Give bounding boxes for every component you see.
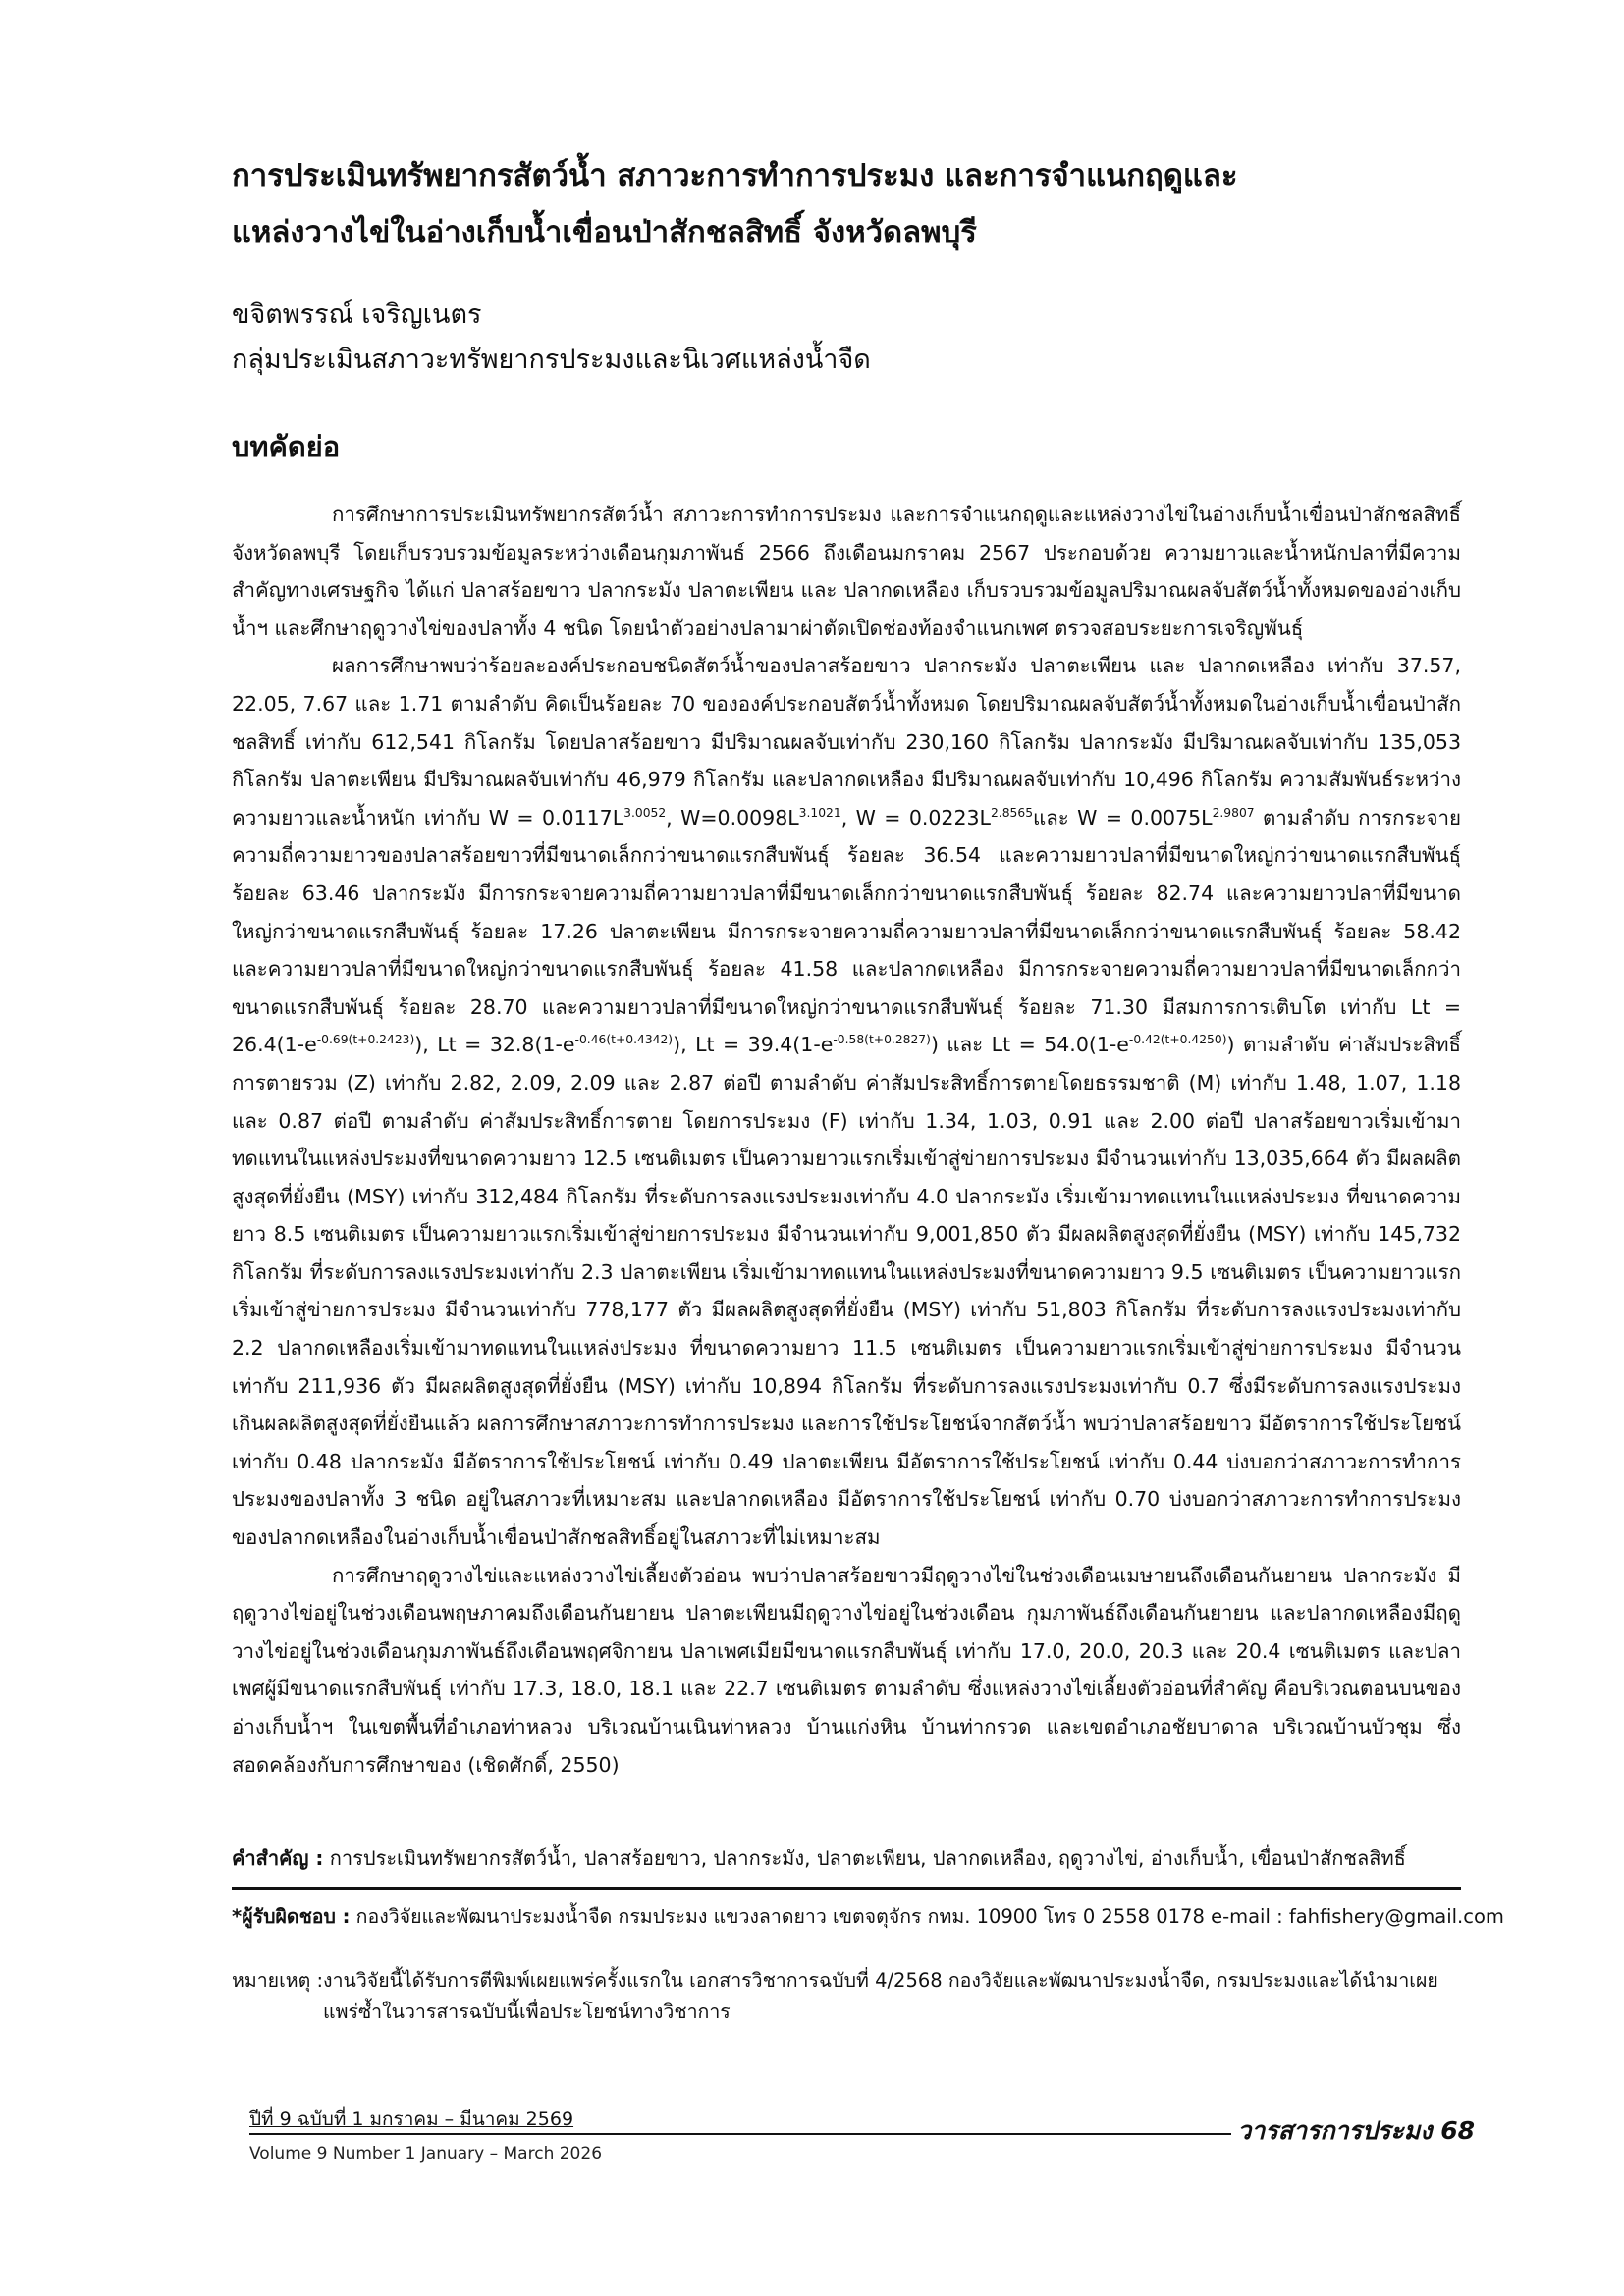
corresponding-author — [232, 1902, 1504, 1932]
exponent-1: 3.0052 — [623, 805, 667, 820]
exponent-3: 2.8565 — [990, 805, 1034, 820]
p2-text-f: ), Lt = 32.8(1-e — [414, 1033, 575, 1057]
section-divider — [232, 1887, 1461, 1890]
keywords-label: คำสำคัญ : — [232, 1846, 324, 1870]
p2-text-a: ผลการศึกษาพบว่าร้อยละองค์ประกอบชนิดสัตว์น้ำของปลาสร้อยขาว ปลากระมัง ปลาตะเพียน และ ปลากดเหลือง เท่ากับ 37.57, 22.05, 7.67 และ 1.71 ตามลำดับ คิดเป็นร้อยละ 70 ขององค์ประกอบสัตว์น้ำทั้งหมด โดยปริมาณผลจับสัตว์น้ำทั้งหมดในอ่างเก็บน้ำเขื่อนป่าสักชลสิทธิ์ เท่ากับ 612,541 กิโลกรัม โดยปลาสร้อยขาว มีปริมาณผลจับเท่ากับ 230,160 กิโลกรัม ปลากระมัง มีปริมาณผลจับเท่ากับ 135,053 กิโลกรัม ปลาตะเพียน มีปริมาณผลจับเท่ากับ 46,979 กิโลกรัม และปลากดเหลือง มีปริมาณผลจับเท่ากับ 10,496 กิโลกรัม ความสัมพันธ์ระหว่างความยาวและน้ำหนัก เท่ากับ W = 0.0117L — [232, 654, 1461, 829]
abstract-paragraph-3: การศึกษาฤดูวางไข่และแหล่งวางไข่เลี้ยงตัวอ่อน พบว่าปลาสร้อยขาวมีฤดูวางไข่ในช่วงเดือนเมษายนถึงเดือนกันยายน ปลากระมัง มีฤดูวางไข่อยู่ในช่วงเดือนพฤษภาคมถึงเดือนกันยายน ปลาตะเพียนมีฤดูวางไข่อยู่ในช่วงเดือน กุมภาพันธ์ถึงเดือนกันยายน และปลากดเหลืองมีฤดูวางไข่อยู่ในช่วงเดือนกุมภาพันธ์ถึงเดือนพฤศจิกายน ปลาเพศเมียมีขนาดแรกสืบพันธุ์ เท่ากับ 17.0, 20.0, 20.3 และ 20.4 เซนติเมตร และปลาเพศผู้มีขนาดแรกสืบพันธุ์ เท่ากับ 17.3, 18.0, 18.1 และ 22.7 เซนติเมตร ตามลำดับ ซึ่งแหล่งวางไข่เลี้ยงตัวอ่อนที่สำคัญ คือบริเวณตอนบนของอ่างเก็บน้ำฯ ในเขตพื้นที่อำเภอท่าหลวง บริเวณบ้านเนินท่าหลวง บ้านแก่งหิน บ้านท่ากรวด และเขตอำเภอชัยบาดาล บริเวณบ้านบัวชุม ซึ่งสอดคล้องกับการศึกษาของ (เชิดศักดิ์, 2550) — [232, 1563, 1461, 1777]
footer-issue-english: Volume 9 Number 1 January – March 2026 — [249, 2144, 603, 2163]
title-line-2: แหล่งวางไข่ในอ่างเก็บน้ำเขื่อนป่าสักชลสิทธิ์ จังหวัดลพบุรี — [232, 215, 977, 250]
p2-text-d: และ W = 0.0075L — [1033, 805, 1213, 829]
author-name: ขจิตพรรณ์ เจริญเนตร — [232, 299, 482, 330]
growth-exponent-3: -0.58(t+0.2827) — [833, 1033, 931, 1047]
exponent-4: 2.9807 — [1212, 805, 1255, 820]
abstract-paragraph-1: การศึกษาการประเมินทรัพยากรสัตว์น้ำ สภาวะการทำการประมง และการจำแนกฤดูและแหล่งวางไข่ในอ่างเก็บน้ำเขื่อนป่าสักชลสิทธิ์ จังหวัดลพบุรี โดยเก็บรวบรวมข้อมูลระหว่างเดือนกุมภาพันธ์ 2566 ถึงเดือนมกราคม 2567 ประกอบด้วย ความยาวและน้ำหนักปลาที่มีความสำคัญทางเศรษฐกิจ ได้แก่ ปลาสร้อยขาว ปลากระมัง ปลาตะเพียน และ ปลากดเหลือง เก็บรวบรวมข้อมูลปริมาณผลจับสัตว์น้ำทั้งหมดของอ่างเก็บน้ำฯ และศึกษาฤดูวางไข่ของปลาทั้ง 4 ชนิด โดยนำตัวอย่างปลามาผ่าตัดเปิดช่องท้องจำแนกเพศ ตรวจสอบระยะการเจริญพันธุ์ — [232, 503, 1461, 640]
keywords-text: การประเมินทรัพยากรสัตว์น้ำ, ปลาสร้อยขาว, ปลากระมัง, ปลาตะเพียน, ปลากดเหลือง, ฤดูวางไข่, อ่างเก็บน้ำ, เขื่อนป่าสักชลสิทธิ์ — [323, 1846, 1406, 1870]
p2-text-b: , W=0.0098L — [666, 805, 799, 829]
p2-text-h: ) และ Lt = 54.0(1-e — [930, 1033, 1129, 1057]
keywords — [232, 1843, 1461, 1873]
p2-text-g: ), Lt = 39.4(1-e — [673, 1033, 834, 1057]
publication-note — [232, 1965, 1461, 2028]
footer-rule — [249, 2133, 1231, 2135]
note-label: หมายเหตุ : — [232, 1969, 324, 1992]
note-text: งานวิจัยนี้ได้รับการตีพิมพ์เผยแพร่ครั้งแรกใน เอกสารวิชาการฉบับที่ 4/2568 กองวิจัยและพัฒนาประมงน้ำจืด, กรมประมงและได้นำมาเผยแพร่ซ้ำในวารสารฉบับนี้เพื่อประโยชน์ทางวิชาการ — [323, 1969, 1438, 2023]
contact-text: กองวิจัยและพัฒนาประมงน้ำจืด กรมประมง แขวงลาดยาว เขตจตุจักร กทม. 10900 โทร 0 2558 0178 e-mail : fahfishery@gmail.com — [350, 1905, 1504, 1928]
growth-exponent-1: -0.69(t+0.2423) — [316, 1033, 415, 1047]
abstract-paragraph-2 — [232, 647, 1461, 1556]
journal-name-page-number: วารสารการประมง 68 — [1237, 2116, 1475, 2145]
growth-exponent-2: -0.46(t+0.4342) — [574, 1033, 674, 1047]
abstract-heading: บทคัดย่อ — [232, 430, 341, 463]
p2-text-i: ) ตามลำดับ ค่าสัมประสิทธิ์การตายรวม (Z) เท่ากับ 2.82, 2.09, 2.09 และ 2.87 ต่อปี ตามลำดับ ค่าสัมประสิทธิ์การตายโดยธรรมชาติ (M) เท่ากับ 1.48, 1.07, 1.18 และ 0.87 ต่อปี ตามลำดับ ค่าสัมประสิทธิ์การตาย โดยการประมง (F) เท่ากับ 1.34, 1.03, 0.91 และ 2.00 ต่อปี ปลาสร้อยขาวเริ่มเข้ามาทดแทนในแหล่งประมงที่ขนาดความยาว 12.5 เซนติเมตร เป็นความยาวแรกเริ่มเข้าสู่ข่ายการประมง มีจำนวนเท่ากับ 13,035,664 ตัว มีผลผลิตสูงสุดที่ยั่งยืน (MSY) เท่ากับ 312,484 กิโลกรัม ที่ระดับการลงแรงประมงเท่ากับ 4.0 ปลากระมัง เริ่มเข้ามาทดแทนในแหล่งประมง ที่ขนาดความยาว 8.5 เซนติเมตร เป็นความยาวแรกเริ่มเข้าสู่ข่ายการประมง มีจำนวนเท่ากับ 9,001,850 ตัว มีผลผลิตสูงสุดที่ยั่งยืน (MSY) เท่ากับ 145,732 กิโลกรัม ที่ระดับการลงแรงประมงเท่ากับ 2.3 ปลาตะเพียน เริ่มเข้ามาทดแทนในแหล่งประมงที่ขนาดความยาว 9.5 เซนติเมตร เป็นความยาวแรกเริ่มเข้าสู่ข่ายการประมง มีจำนวนเท่ากับ 778,177 ตัว มีผลผลิตสูงสุดที่ยั่งยืน (MSY) เท่ากับ 51,803 กิโลกรัม ที่ระดับการลงแรงประมงเท่ากับ 2.2 ปลากดเหลืองเริ่มเข้ามาทดแทนในแหล่งประมง ที่ขนาดความยาว 11.5 เซนติเมตร เป็นความยาวแรกเริ่มเข้าสู่ข่ายการประมง มีจำนวนเท่ากับ 211,936 ตัว มีผลผลิตสูงสุดที่ยั่งยืน (MSY) เท่ากับ 10,894 กิโลกรัม ที่ระดับการลงแรงประมงเท่ากับ 0.7 ซึ่งมีระดับการลงแรงประมง เกินผลผลิตสูงสุดที่ยั่งยืนแล้ว ผลการศึกษาสภาวะการทำการประมง และการใช้ประโยชน์จากสัตว์น้ำ พบว่าปลาสร้อยขาว มีอัตราการใช้ประโยชน์ เท่ากับ 0.48 ปลากระมัง มีอัตราการใช้ประโยชน์ เท่ากับ 0.49 ปลาตะเพียน มีอัตราการใช้ประโยชน์ เท่ากับ 0.44 บ่งบอกว่าสภาวะการทำการประมงของปลาทั้ง 3 ชนิด อยู่ในสภาวะที่เหมาะสม และปลากดเหลือง มีอัตราการใช้ประโยชน์ เท่ากับ 0.70 บ่งบอกว่าสภาวะการทำการประมงของปลากดเหลืองในอ่างเก็บน้ำเขื่อนป่าสักชลสิทธิ์อยู่ในสภาวะที่ไม่เหมาะสม — [232, 1033, 1461, 1550]
growth-exponent-4: -0.42(t+0.4250) — [1128, 1033, 1227, 1047]
exponent-2: 3.1021 — [798, 805, 841, 820]
p2-text-e: ตามลำดับ การกระจายความถี่ความยาวของปลาสร้อยขาวที่มีขนาดเล็กกว่าขนาดแรกสืบพันธุ์ ร้อยละ 36.54 และความยาวปลาที่มีขนาดใหญ่กว่าขนาดแรกสืบพันธุ์ ร้อยละ 63.46 ปลากระมัง มีการกระจายความถี่ความยาวปลาที่มีขนาดเล็กกว่าขนาดแรกสืบพันธุ์ ร้อยละ 82.74 และความยาวปลาที่มีขนาดใหญ่กว่าขนาดแรกสืบพันธุ์ ร้อยละ 17.26 ปลาตะเพียน มีการกระจายความถี่ความยาวปลาที่มีขนาดเล็กกว่าขนาดแรกสืบพันธุ์ ร้อยละ 58.42 และความยาวปลาที่มีขนาดใหญ่กว่าขนาดแรกสืบพันธุ์ ร้อยละ 41.58 และปลากดเหลือง มีการกระจายความถี่ความยาวปลาที่มีขนาดเล็กกว่าขนาดแรกสืบพันธุ์ ร้อยละ 28.70 และความยาวปลาที่มีขนาดใหญ่กว่าขนาดแรกสืบพันธุ์ ร้อยละ 71.30 มีสมการการเติบโต เท่ากับ Lt = 26.4(1-e — [232, 805, 1462, 1057]
title-line-1: การประเมินทรัพยากรสัตว์น้ำ สภาวะการทำการประมง และการจำแนกฤดูและ — [232, 158, 1238, 193]
abstract-body — [232, 496, 1461, 1784]
paper-title — [232, 147, 1439, 261]
p2-text-c: , W = 0.0223L — [840, 805, 991, 829]
author-affiliation: กลุ่มประเมินสภาวะทรัพยากรประมงและนิเวศแหล่งน้ำจืด — [232, 345, 871, 375]
footer-issue-thai: ปีที่ 9 ฉบับที่ 1 มกราคม – มีนาคม 2569 — [249, 2109, 574, 2130]
contact-label: *ผู้รับผิดชอบ : — [232, 1905, 351, 1928]
